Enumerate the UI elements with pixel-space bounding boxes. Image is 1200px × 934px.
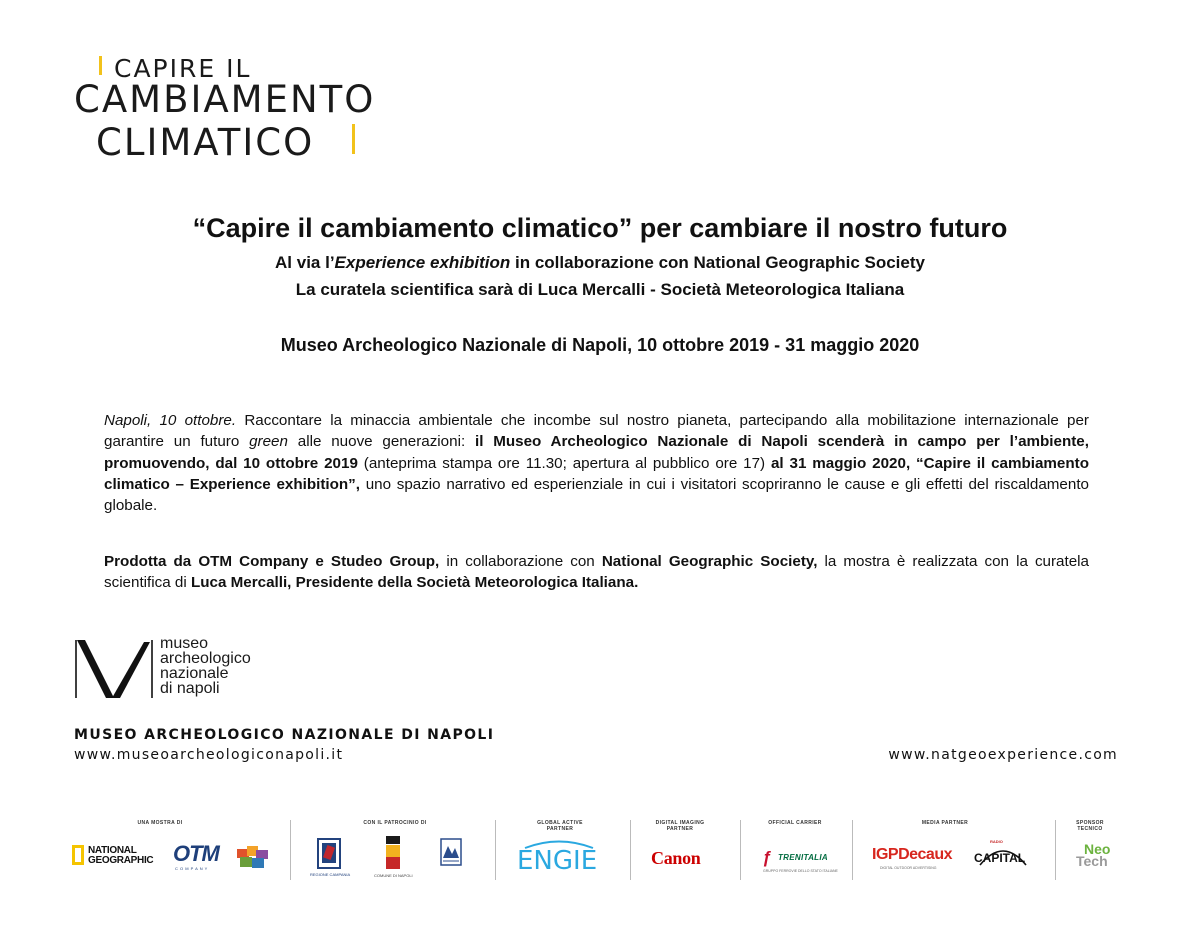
sponsor-divider <box>1055 820 1056 880</box>
logo-line-3: CLIMATICO <box>96 121 315 164</box>
press-release-subtitle-2: La curatela scientifica sarà di Luca Mercalli - Società Meteorologica Italiana <box>295 280 905 299</box>
radio-capital-logo: RADIO CAPITAL <box>974 839 1026 865</box>
museum-name: MUSEO ARCHEOLOGICO NAZIONALE DI NAPOLI <box>74 727 495 743</box>
canon-logo: Canon <box>651 848 701 868</box>
igpdecaux-sub: DIGITAL OUTDOOR ADVERTISING <box>880 866 937 870</box>
engie-logo: ENGIE <box>517 846 598 876</box>
sponsor-divider <box>852 820 853 880</box>
caption-official-carrier: OFFICIAL CARRIER <box>768 820 822 826</box>
venue-dates: Museo Archeologico Nazionale di Napoli, 10 ottobre 2019 - 31 maggio 2020 <box>280 335 920 355</box>
regione-campania-label: REGIONE CAMPANIA <box>310 872 351 877</box>
museum-word: museo <box>160 635 209 652</box>
museum-m-logo <box>72 638 156 700</box>
press-release-subtitle-1: Al via l’Experience exhibition in collaborazione con National Geographic Society <box>275 253 925 272</box>
trenitalia-logo: TRENITALIA <box>778 853 828 862</box>
logo-line-1: CAPIRE IL <box>114 54 252 83</box>
caption-sponsor-tecnico: SPONSOR TECNICO <box>1076 820 1104 832</box>
museum-word: nazionale <box>160 665 229 682</box>
natgeo-logo: NATIONAL GEOGRAPHIC <box>88 845 154 866</box>
comune-napoli-label: COMUNE DI NAPOLI <box>374 873 413 878</box>
museum-logo-words <box>160 636 251 696</box>
caption-mostra: UNA MOSTRA DI <box>137 820 183 826</box>
natgeo-website-link[interactable]: www.natgeoexperience.com <box>888 747 1118 763</box>
regione-campania-shield-icon <box>317 838 341 869</box>
caption-global-active-partner: GLOBAL ACTIVE PARTNER <box>537 820 583 832</box>
caption-digital-imaging-partner: DIGITAL IMAGING PARTNER <box>655 820 705 832</box>
patron-emblem-icon <box>440 838 462 866</box>
trenitalia-mark-icon: ƒ <box>762 848 772 867</box>
caption-media-partner: MEDIA PARTNER <box>921 820 969 826</box>
natgeo-frame-icon <box>72 845 84 865</box>
sponsor-divider <box>495 820 496 880</box>
igpdecaux-logo: IGPDecaux <box>872 846 952 863</box>
museum-word: archeologico <box>160 650 251 667</box>
body-paragraph-1: Napoli, 10 ottobre. Raccontare la minaccia ambientale che incombe sul nostro pianeta, partecipando alla mobilitazione internazionale per garantire un futuro green alle nuove generazioni: il Museo Archeologico Nazionale di Napoli scenderà in campo per l’ambiente, promuovendo, dal 10 ottobre 2019 (anteprima stampa ore 11.30; apertura al pubblico ore 17) al 31 maggio 2020, “Capire il cambiamento climatico – Experience exhibition”, uno spazio narrativo ed esperienziale in cui i visitatori scopriranno le cause e gli effetti del riscaldamento globale. <box>104 412 1089 515</box>
trenitalia-sub: GRUPPO FERROVIE DELLO STATO ITALIANE <box>763 869 838 873</box>
sponsor-divider <box>630 820 631 880</box>
museum-word: di napoli <box>160 680 220 697</box>
sponsor-divider <box>290 820 291 880</box>
caption-patrocinio: CON IL PATROCINIO DI <box>363 820 427 826</box>
body-paragraph-2: Prodotta da OTM Company e Studeo Group, in collaborazione con National Geographic Society, la mostra è realizzata con la curatela scientifica di Luca Mercalli, Presidente della Società Meteorologica Italiana. <box>104 553 1089 592</box>
logo-accent-bar <box>352 124 355 154</box>
otm-logo: OTM <box>173 841 219 866</box>
museum-website-link[interactable]: www.museoarcheologiconapoli.it <box>74 747 344 763</box>
sponsor-divider <box>740 820 741 880</box>
otm-company: C O M P A N Y <box>175 866 208 871</box>
press-release-title: “Capire il cambiamento climatico” per cambiare il nostro futuro <box>192 213 1008 243</box>
neotech-logo: Neo Tech <box>1076 841 1111 869</box>
studeo-group-logo <box>237 846 268 868</box>
comune-napoli-crest-icon <box>384 836 402 869</box>
logo-line-2: CAMBIAMENTO <box>74 78 376 121</box>
